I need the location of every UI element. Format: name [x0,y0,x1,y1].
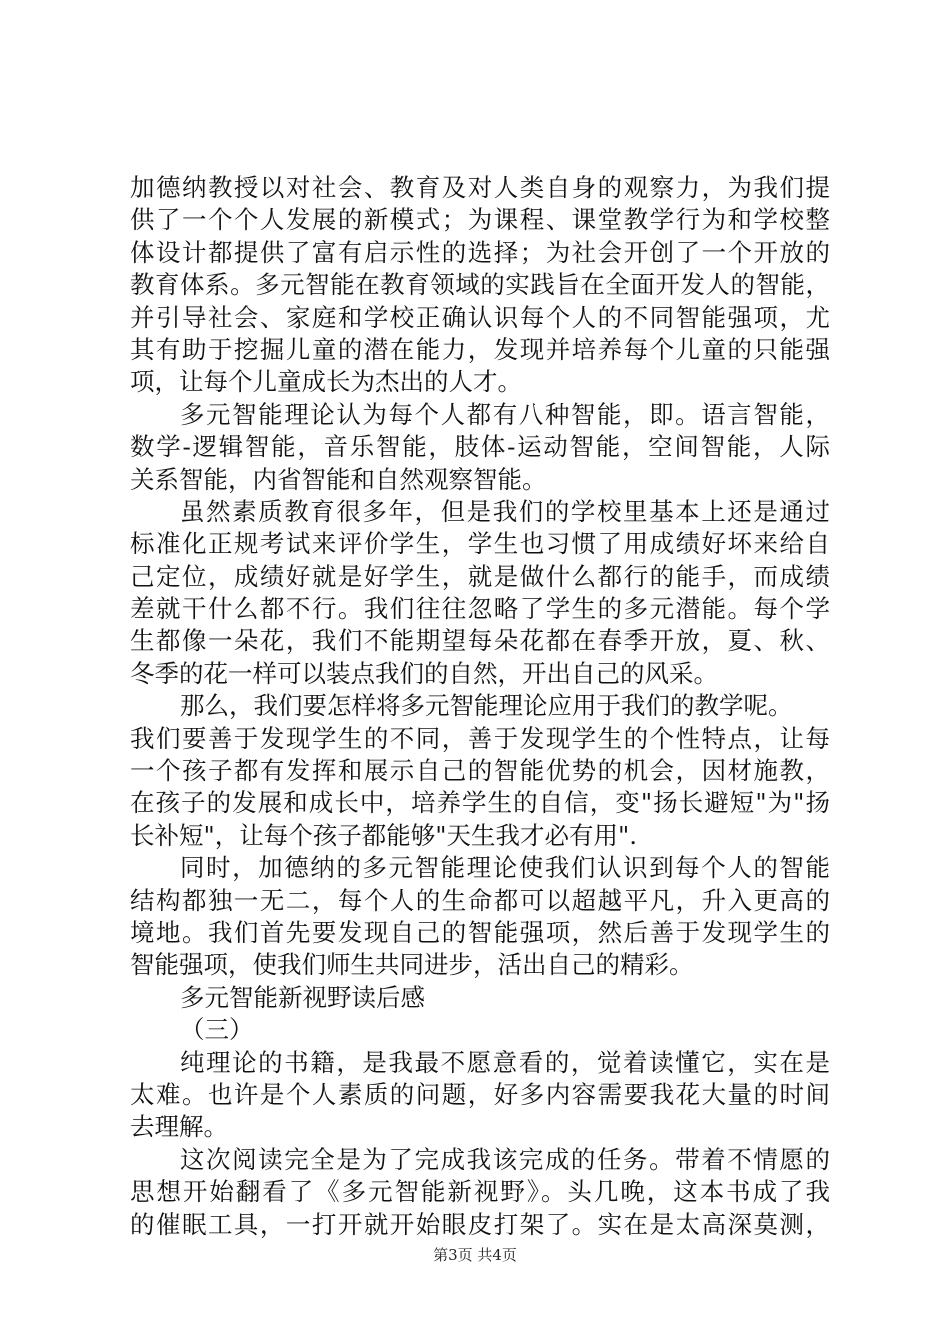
text-line: 思想开始翻看了《多元智能新视野》。头几晚，这本书成了我 [130,1177,830,1207]
text-line: 太难。也许是个人素质的问题，好多内容需要我花大量的时间 [130,1079,830,1109]
text-line: 数学-逻辑智能，音乐智能，肢体-运动智能，空间智能，人际 [130,432,830,462]
text-line: 去理解。 [130,1112,228,1142]
text-line: 虽然素质教育很多年，但是我们的学校里基本上还是通过 [180,496,830,526]
page-number-label: 第3页 共4页 [433,1246,517,1264]
text-line: 纯理论的书籍，是我最不愿意看的，觉着读懂它，实在是 [180,1047,830,1077]
text-line: 差就干什么都不行。我们往往忽略了学生的多元潜能。每个学 [130,594,830,624]
section-title: 多元智能新视野读后感 [180,982,425,1012]
text-line: 的催眠工具，一打开就开始眼皮打架了。实在是太高深莫测， [130,1209,830,1239]
text-line: 一个孩子都有发挥和展示自己的智能优势的机会，因材施教， [130,756,830,786]
text-line: 智能强项，使我们师生共同进步，活出自己的精彩。 [130,950,694,980]
text-line: 多元智能理论认为每个人都有八种智能，即。语言智能， [180,399,830,429]
text-line: 标准化正规考试来评价学生，学生也习惯了用成绩好坏来给自 [130,529,830,559]
text-line: 在孩子的发展和成长中，培养学生的自信，变"扬长避短"为"扬 [130,788,830,818]
text-line: 长补短"，让每个孩子都能够"天生我才必有用". [130,820,638,850]
text-line: 并引导社会、家庭和学校正确认识每个人的不同智能强项，尤 [130,302,830,332]
text-line: 体设计都提供了富有启示性的选择；为社会开创了一个开放的 [130,237,830,267]
text-line: 冬季的花一样可以装点我们的自然，开出自己的风采。 [130,658,718,688]
text-line: 供了一个个人发展的新模式；为课程、课堂教学行为和学校整 [130,205,830,235]
text-line: 其有助于挖掘儿童的潜在能力，发现并培养每个儿童的只能强 [130,334,830,364]
text-line: 教育体系。多元智能在教育领域的实践旨在全面开发人的智能， [130,270,830,300]
text-line: 那么，我们要怎样将多元智能理论应用于我们的教学呢。 [180,691,793,721]
text-line: 己定位，成绩好就是好学生，就是做什么都行的能手，而成绩 [130,561,830,591]
document-body [130,172,830,1241]
text-line: 这次阅读完全是为了完成我该完成的任务。带着不情愿的 [180,1144,830,1174]
text-line: 关系智能，内省智能和自然观察智能。 [130,464,547,494]
text-line: 我们要善于发现学生的不同，善于发现学生的个性特点，让每 [130,723,830,753]
text-line: 项，让每个儿童成长为杰出的人才。 [130,367,522,397]
text-line: 结构都独一无二，每个人的生命都可以超越平凡，升入更高的 [130,885,830,915]
text-line: 境地。我们首先要发现自己的智能强项，然后善于发现学生的 [130,917,830,947]
text-line: 生都像一朵花，我们不能期望每朵花都在春季开放，夏、秋、 [130,626,830,656]
text-line: 同时，加德纳的多元智能理论使我们认识到每个人的智能 [180,853,830,883]
page-footer [0,1245,950,1265]
text-line: 加德纳教授以对社会、教育及对人类自身的观察力，为我们提 [130,173,830,202]
section-number: （三） [180,1015,254,1045]
